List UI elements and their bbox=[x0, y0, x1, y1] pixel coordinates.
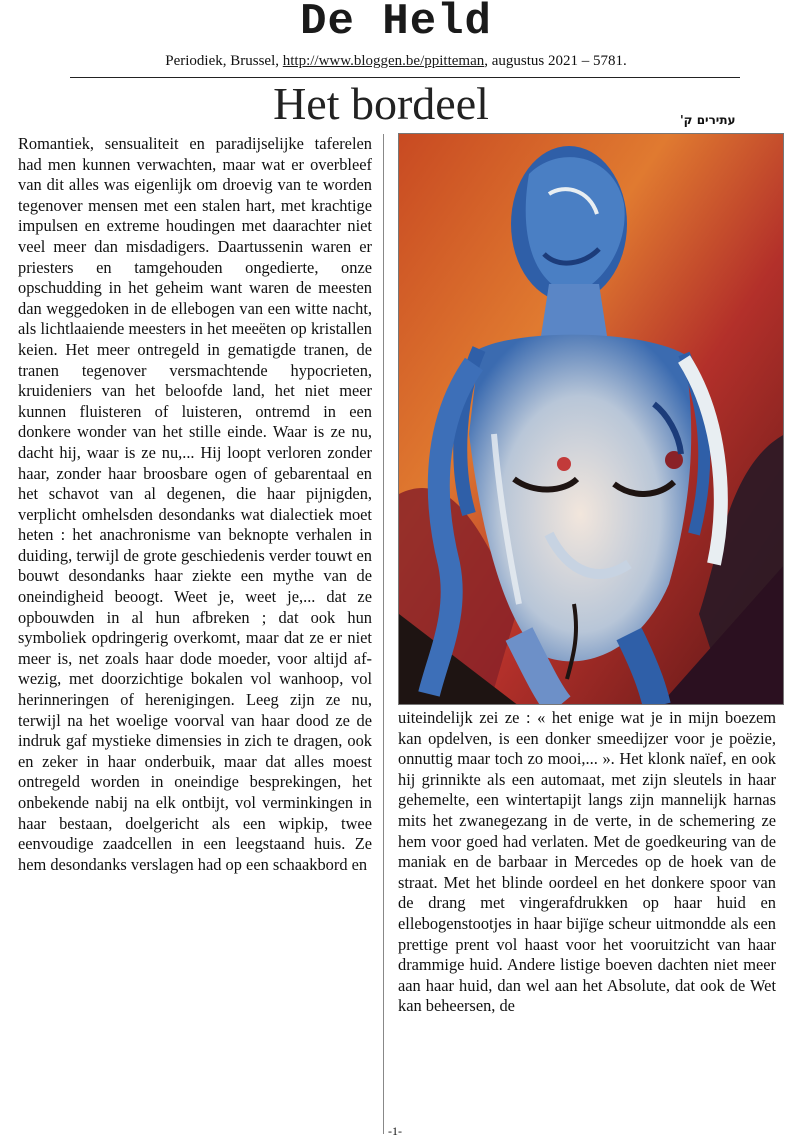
article-text-left-column: Romantiek, sensualiteit en paradijselijke taferelen had men kunnen verwachten, maar wat er overbleef van dit alles was eigenlijk om droevig van te worden tegenover mensen met een stalen hart, met krachtige impulsen en extreme houdingen met daarachter niet veel meer dan misdadigers. Daartussenin waren er priesters en tamgehouden ongedierte, onze opschudding in het geheim want waren de meesten dan weggedoken in de ellebogen van een witte nacht, als lichtlaaiende meesters in het meeëten op kristallen keien. Het meer ontregeld in gematigde tranen, de tranen tegenover versmachtende hypocrieten, kruideniers van het beloofde land, het niet meer kunnen fluisteren of luisteren, ontremd in een donkere wonder van het stille einde. Waar is ze nu, dacht hij, waar is ze nu,... Hij loopt verloren zonder haar, zonder haar broosbare ogen of gebarentaal en het schavot van al degenen, die haar pijnigden, verplicht omhelsden desondanks wat dialectiek moet heten : het anachronisme van beknopte verhalen in duiding, terwijl de grote geschiedenis verder touwt en bouwt desondanks haar ziekte een mythe van de oneindigheid beoogt. Weet je, weet je,... dat ze opbouwden in al hun afbreken ; dat ook hun symboliek opdringerig overkomt, maar dat ze er niet meer is, net zoals haar dode moeder, voor altijd af-wezig, met doorzichtige bokalen vol wanhoop, vol herinneringen of herenigingen. Leeg zijn ze nu, terwijl na het woelige voorval van haar dood ze de indruk gaf mystieke dimensies in zich te dragen, ook en zeker in haar onderbuik, maar dat alles moest ontregeld worden in oneindige besprekingen, het onbekende nabij na elk ontbijt, vol verminkingen in haar bestaan, doelgericht als een wipkip, twee eenvoudige zaadcellen in een leegstaand huis. Ze hem desondanks verslagen had op een schaakbord en bbox=[18, 134, 372, 874]
page-number: -1- bbox=[388, 1124, 402, 1138]
painting-illustration bbox=[398, 133, 784, 705]
article-text-right-column: uiteindelijk zei ze : « het enige wat je in mijn boezem kan opdelven, is een donker smeedijzer voor je poëzie, onnuttig maar toch zo mooi,... ». Het klonk naïef, en ook hij grinnikte als een automaat, met zijn sleutels in haar gehemelte, een wintertapijt langs zijn mannelijk harnas mits het zwanegezang in de verte, in de schemering ze hem voor goed had verlaten. Met de goedkeuring van de maniak en de barbaar in Mercedes op de hoek van de straat. Met het blinde oordeel en het donkere spoor van de drang met vingerafdrukken op haar huid en ellebogenstootjes in haar bijïge scheur uitmondde als een prettige prent vol haast voor het vooruitzicht van haar drammige huid. Andere listige boeven dachten niet meer aan haar huid, dan wel aan het Absolute, dat ook de Wet kan beheersen, de bbox=[398, 708, 776, 1016]
author-signature: עתירים ק' bbox=[680, 113, 736, 127]
column-divider bbox=[383, 134, 384, 1134]
nude-figure-painting bbox=[399, 134, 784, 705]
masthead-title: De Held bbox=[300, 0, 492, 47]
publication-line bbox=[0, 52, 792, 70]
publication-date: , augustus 2021 – 5781. bbox=[484, 53, 627, 69]
publication-prefix: Periodiek, Brussel, bbox=[165, 53, 283, 69]
blog-link[interactable]: http://www.bloggen.be/ppitteman bbox=[282, 53, 485, 69]
article-headline: Het bordeel bbox=[273, 78, 489, 129]
